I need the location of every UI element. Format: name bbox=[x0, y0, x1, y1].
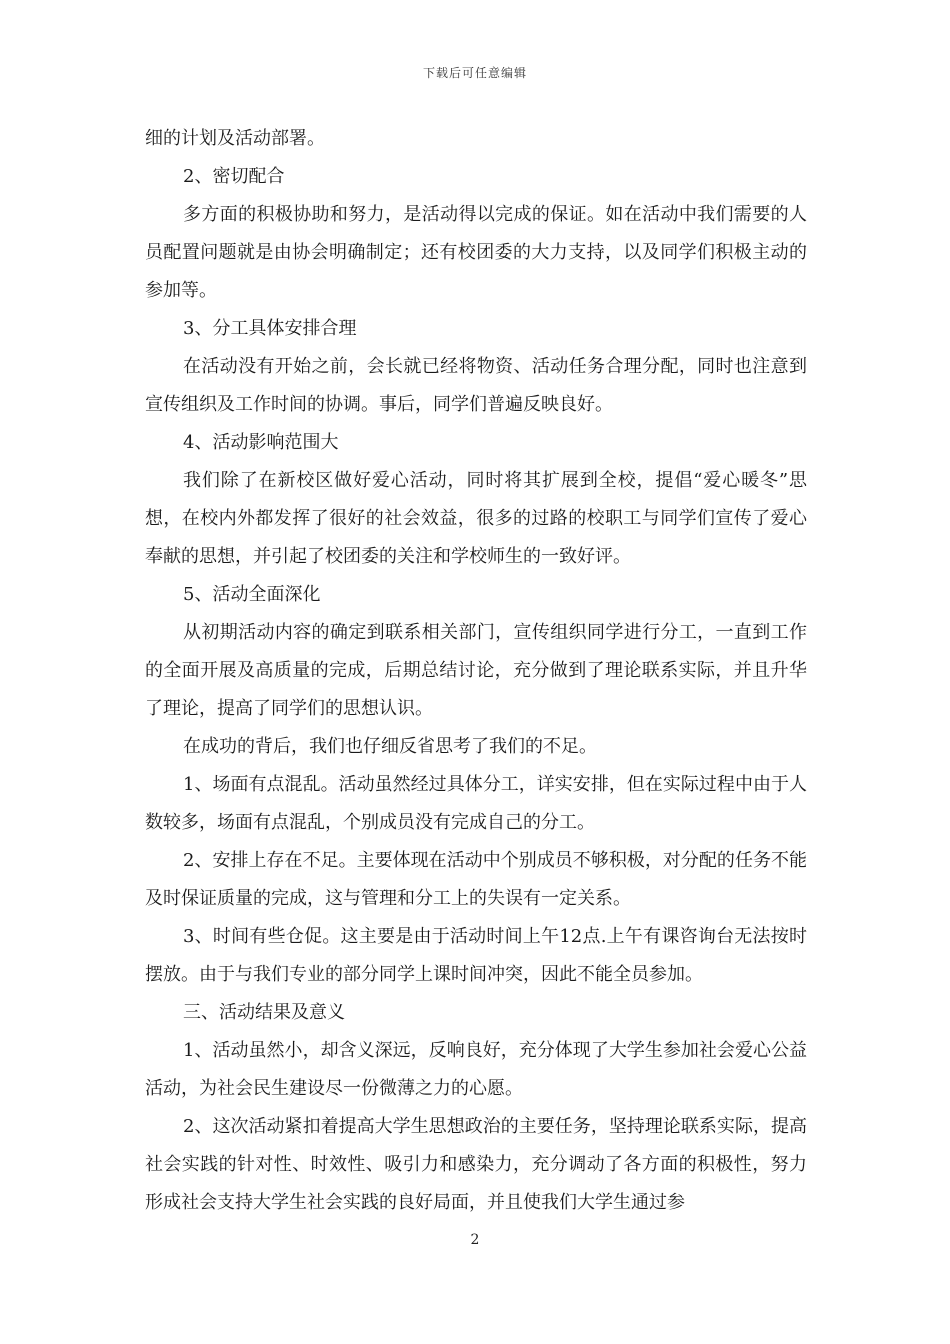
paragraph: 多方面的积极协助和努力，是活动得以完成的保证。如在活动中我们需要的人员配置问题就是由协会明确制定；还有校团委的大力支持，以及同学们积极主动的参加等。 bbox=[145, 204, 807, 301]
paragraph: 我们除了在新校区做好爱心活动，同时将其扩展到全校，提倡“爱心暖冬”思想，在校内外都发挥了很好的社会效益，很多的过路的校职工与同学们宣传了爱心奉献的思想，并引起了校团委的关注和学校师生的一致好评。 bbox=[145, 470, 807, 567]
section-heading: 三、活动结果及意义 bbox=[183, 1002, 345, 1023]
paragraph: 细的计划及活动部署。 bbox=[145, 128, 325, 149]
section-heading: 2、密切配合 bbox=[183, 166, 285, 187]
paragraph: 3、时间有些仓促。这主要是由于活动时间上午12点.上午有课咨询台无法按时摆放。由于与我们专业的部分同学上课时间冲突，因此不能全员参加。 bbox=[145, 926, 807, 985]
paragraph: 2、安排上存在不足。主要体现在活动中个别成员不够积极，对分配的任务不能及时保证质量的完成，这与管理和分工上的失误有一定关系。 bbox=[145, 850, 807, 909]
paragraph: 1、活动虽然小，却含义深远，反响良好，充分体现了大学生参加社会爱心公益活动，为社会民生建设尽一份微薄之力的心愿。 bbox=[145, 1040, 807, 1099]
page-header: 下载后可任意编辑 bbox=[422, 66, 527, 80]
section-heading: 3、分工具体安排合理 bbox=[183, 318, 357, 339]
section-heading: 5、活动全面深化 bbox=[183, 584, 321, 605]
paragraph: 2、这次活动紧扣着提高大学生思想政治的主要任务，坚持理论联系实际，提高社会实践的针对性、时效性、吸引力和感染力，充分调动了各方面的积极性，努力形成社会支持大学生社会实践的良好局面，并且使我们大学生通过参 bbox=[145, 1116, 807, 1213]
paragraph: 从初期活动内容的确定到联系相关部门，宣传组织同学进行分工，一直到工作的全面开展及高质量的完成，后期总结讨论，充分做到了理论联系实际，并且升华了理论，提高了同学们的思想认识。 bbox=[145, 622, 807, 719]
section-heading: 4、活动影响范围大 bbox=[183, 432, 339, 453]
page-number: 2 bbox=[470, 1232, 480, 1248]
paragraph: 在活动没有开始之前，会长就已经将物资、活动任务合理分配，同时也注意到宣传组织及工作时间的协调。事后，同学们普遍反映良好。 bbox=[145, 356, 807, 415]
paragraph: 在成功的背后，我们也仔细反省思考了我们的不足。 bbox=[183, 736, 597, 757]
paragraph: 1、场面有点混乱。活动虽然经过具体分工，详实安排，但在实际过程中由于人数较多，场面有点混乱，个别成员没有完成自己的分工。 bbox=[145, 774, 807, 833]
document-body bbox=[145, 120, 807, 1222]
